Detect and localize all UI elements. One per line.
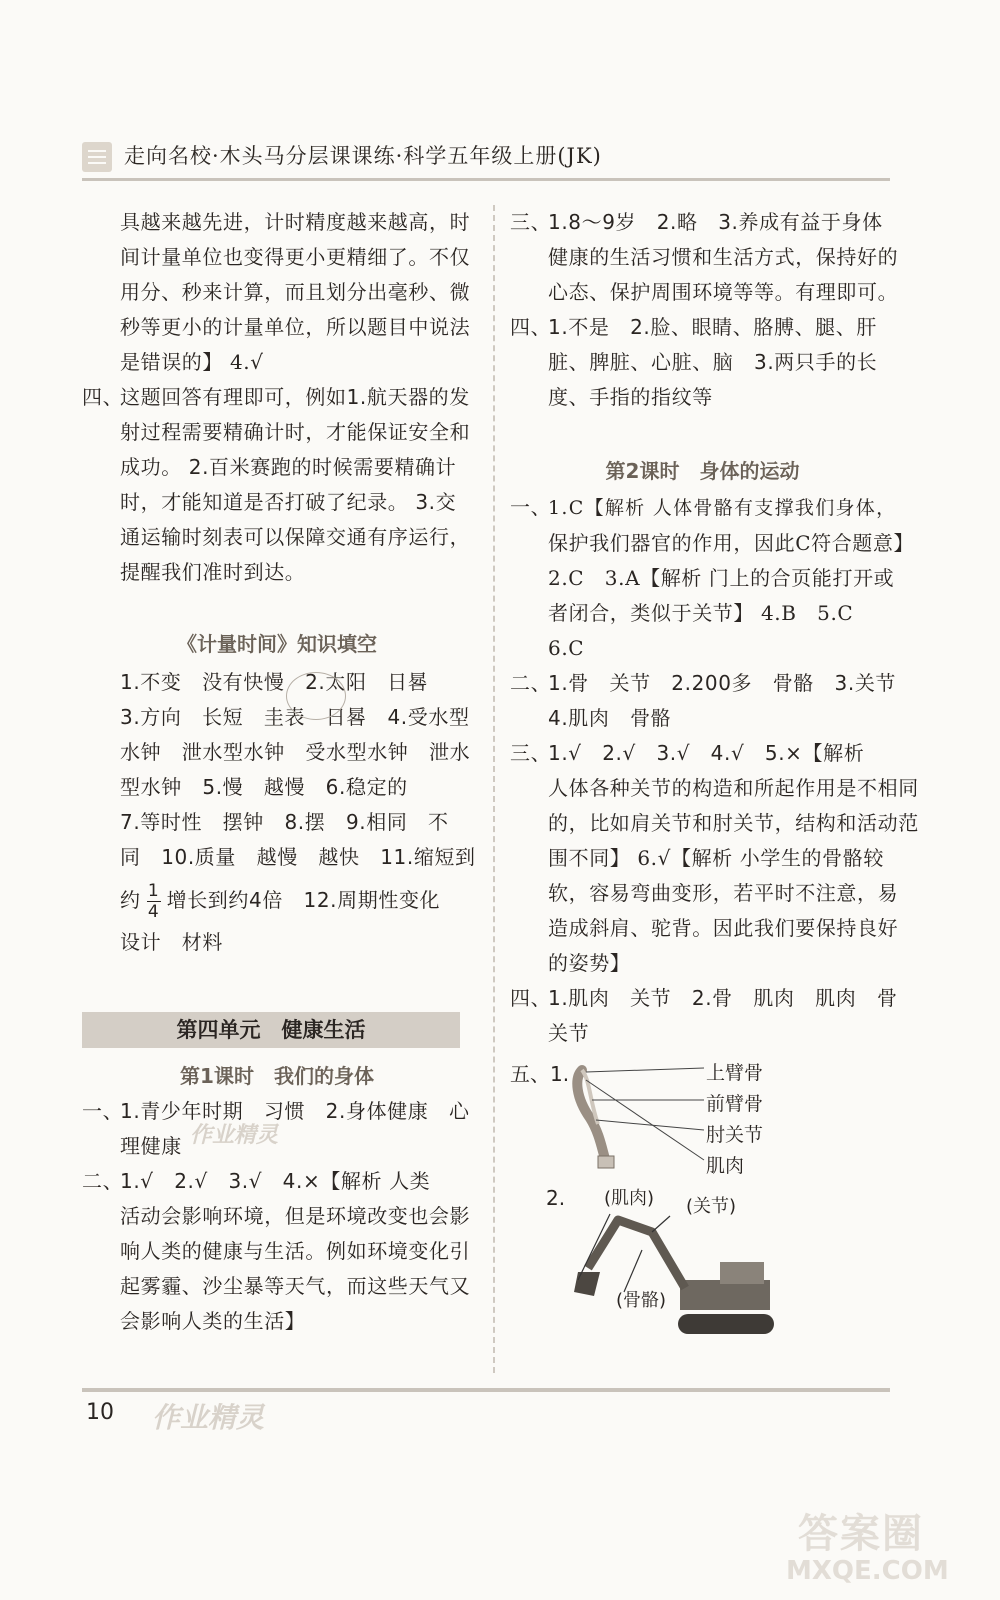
- site-logo-watermark: 答案圈: [798, 1511, 924, 1557]
- text-line: 1.肌肉 关节 2.骨 肌肉 肌肉 骨: [548, 986, 898, 1010]
- text-line: 秒等更小的计量单位，所以题目中说法: [120, 315, 471, 339]
- text-line: 1.C【解析 人体骨骼有支撑我们身体，: [548, 497, 897, 519]
- text-line: 1.8～9岁 2.略 3.养成有益于身体: [548, 210, 883, 234]
- question-label: 四、: [510, 315, 552, 339]
- excavator-label-muscle: (肌肉): [604, 1188, 655, 1209]
- question-label: 二、: [82, 1169, 124, 1193]
- text-line: 型水钟 5.慢 越慢 6.稳定的: [120, 775, 408, 799]
- text-line: 脏、脾脏、心脏、脑 3.两只手的长: [548, 350, 878, 374]
- text-line: 7.等时性 摆钟 8.摆 9.相同 不: [120, 810, 449, 834]
- text-line: 通运输时刻表可以保障交通有序运行，: [120, 525, 471, 549]
- column-divider: [493, 205, 495, 1373]
- text-line: 2.C 3.A【解析 门上的合页能打开或: [548, 566, 895, 590]
- text-line: 水钟 泄水型水钟 受水型水钟 泄水: [120, 740, 471, 764]
- text-line: 同 10.质量 越慢 越快 11.缩短到: [120, 845, 476, 869]
- question-label: 五、1.: [510, 1062, 570, 1086]
- excavator-track: [678, 1314, 774, 1334]
- header-logo-icon: [82, 142, 112, 172]
- text-line: 用分、秒来计算，而且划分出毫秒、微: [120, 280, 471, 304]
- fraction-numerator: 1: [147, 881, 160, 901]
- text-line: 健康的生活习惯和生活方式，保持好的: [548, 245, 899, 269]
- text-line: 响人类的健康与生活。例如环境变化引: [120, 1239, 471, 1263]
- right-answers-top: [510, 205, 899, 415]
- text-line: 1.骨 关节 2.200多 骨骼 3.关节: [548, 671, 897, 695]
- text-line: 会影响人类的生活】: [120, 1309, 306, 1333]
- excavator-body: [680, 1280, 770, 1310]
- question-label: 四、: [82, 385, 124, 409]
- pointer-line: [596, 1120, 704, 1130]
- arm-label: 肌肉: [706, 1155, 745, 1177]
- pointer-line: [586, 1068, 704, 1072]
- text-line: 射过程需要精确计时，才能保证安全和: [120, 420, 471, 444]
- text-line: 者闭合，类似于关节】 4.B 5.C: [548, 601, 854, 625]
- question-four: [82, 380, 472, 590]
- text-line: 1.√ 2.√ 3.√ 4.×【解析 人类: [120, 1169, 431, 1193]
- excavator-cab: [720, 1262, 764, 1284]
- question-label: 三、: [510, 210, 552, 234]
- text-line: 设计 材料: [120, 930, 223, 954]
- site-url-watermark: MXQE.COM: [786, 1556, 949, 1586]
- text-line: 起雾霾、沙尘暴等天气，而这些天气又: [120, 1274, 471, 1298]
- lesson-two-answers: [510, 490, 919, 1051]
- text-line: 1.不变 没有快慢 2.太阳 日晷: [120, 670, 429, 694]
- excavator-diagram: [560, 1210, 790, 1340]
- question-label: 三、: [510, 741, 552, 765]
- text-line: 关节: [548, 1021, 590, 1045]
- text-line: 1.青少年时期 习惯 2.身体健康 心: [120, 1099, 470, 1123]
- text-line: 理健康: [120, 1134, 182, 1158]
- fill-blank-title: 《计量时间》知识填空: [177, 632, 377, 656]
- text-line: 心态、保护周围环境等等。有理即可。: [548, 280, 899, 304]
- excavator-label-joint: (关节): [686, 1196, 737, 1217]
- text-line: 度、手指的指纹等: [548, 385, 713, 409]
- text-line: 成功。 2.百米赛跑的时候需要精确计: [120, 455, 457, 479]
- fill-blank-answers: [82, 665, 476, 960]
- arm-label: 上臂骨: [706, 1062, 764, 1084]
- text-line: 6.C: [548, 636, 585, 660]
- hand-shape: [598, 1156, 614, 1168]
- text-line: 具越来越先进，计时精度越来越高，时: [120, 210, 471, 234]
- text-line: 时，才能知道是否打破了纪录。 3.交: [120, 490, 457, 514]
- text-line: 围不同】 6.√【解析 小学生的骨骼较: [548, 846, 884, 870]
- header-rule: [82, 178, 890, 181]
- text-line: 增长到约4倍 12.周期性变化: [166, 888, 441, 912]
- text-line: 间计量单位也变得更小更精细了。不仅: [120, 245, 471, 269]
- excavator-label-bone: (骨骼): [616, 1290, 667, 1311]
- excavator-bucket: [574, 1272, 600, 1296]
- text-line: 造成斜肩、驼背。因此我们要保持良好: [548, 916, 899, 940]
- text-line: 软，容易弯曲变形，若平时不注意，易: [548, 881, 899, 905]
- text-line: 这题回答有理即可，例如1.航天器的发: [120, 385, 470, 409]
- text-line: 1.不是 2.脸、眼睛、胳膊、腿、肝: [548, 315, 877, 339]
- text-line: 人体各种关节的构造和所起作用是不相同: [548, 776, 919, 800]
- question-label: 一、: [510, 495, 552, 519]
- pointer-line: [652, 1216, 670, 1232]
- text-line: 3.方向 长短 圭表 日晷 4.受水型: [120, 705, 470, 729]
- stamp-seal: [286, 672, 346, 720]
- arm-label: 肘关节: [706, 1124, 764, 1146]
- fraction: [147, 881, 161, 922]
- text-line: 是错误的】 4.√: [120, 350, 264, 374]
- text-line: 4.肌肉 骨骼: [548, 706, 672, 730]
- text-line: 1.√ 2.√ 3.√ 4.√ 5.×【解析: [548, 741, 865, 765]
- text-line: 约: [120, 888, 141, 912]
- question-label: 四、: [510, 986, 552, 1010]
- fraction-denominator: 4: [147, 902, 160, 922]
- question-label: 2.: [546, 1186, 566, 1210]
- footer-watermark: 作业精灵: [152, 1401, 265, 1434]
- book-title: 走向名校·木头马分层课课练·科学五年级上册(JK): [124, 144, 602, 168]
- text-line: 保护我们器官的作用，因此C符合题意】: [548, 531, 915, 555]
- text-line: 的姿势】: [548, 951, 631, 975]
- text-line: 活动会影响环境，但是环境改变也会影: [120, 1204, 471, 1228]
- footer-rule: [82, 1388, 890, 1392]
- answer-continuation: [82, 205, 472, 380]
- lesson-two-title: 第2课时 身体的运动: [605, 459, 800, 483]
- text-line: 提醒我们准时到达。: [120, 560, 306, 584]
- page-number: 10: [86, 1400, 114, 1425]
- watermark-text: 作业精灵: [190, 1123, 279, 1148]
- text-line: 的，比如肩关节和肘关节，结构和活动范: [548, 811, 919, 835]
- arm-label: 前臂骨: [706, 1093, 764, 1115]
- arm-label-list: [706, 1058, 763, 1182]
- question-label: 一、: [82, 1099, 124, 1123]
- lesson-one-title: 第1课时 我们的身体: [180, 1064, 374, 1088]
- unit-title: 第四单元 健康生活: [82, 1012, 460, 1048]
- question-label: 二、: [510, 671, 552, 695]
